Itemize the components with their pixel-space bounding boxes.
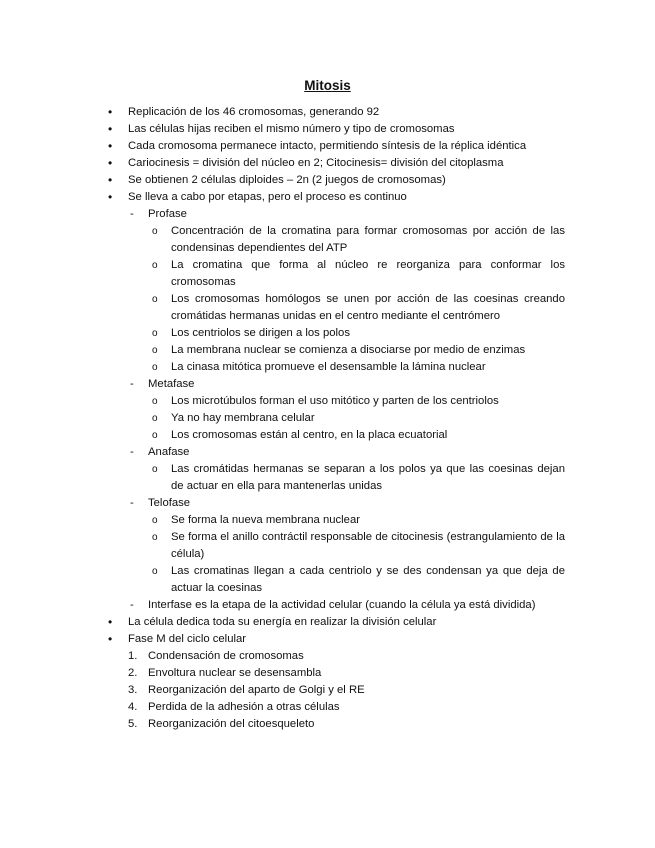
numbered-item xyxy=(0,665,565,682)
stage-item-text: Los cromosomas homólogos se unen por acción de las coesinas creando cromátidas hermanas unidas en el centro mediante el centrómero xyxy=(171,293,565,322)
stage-item xyxy=(0,393,565,410)
circle-marker: o xyxy=(152,464,158,475)
bullet-marker: • xyxy=(108,190,113,204)
stage-item-text: Los microtúbulos forman el uso mitótico y parten de los centriolos xyxy=(171,395,499,407)
stage-item-text: Los cromosomas están al centro, en la placa ecuatorial xyxy=(171,429,448,441)
stage-name: Profase xyxy=(148,208,187,220)
bullet-marker: • xyxy=(108,615,113,629)
circle-marker: o xyxy=(152,532,158,543)
numbered-item-text: Reorganización del citoesqueleto xyxy=(148,718,315,730)
stage-item xyxy=(0,427,565,444)
stage-name: Anafase xyxy=(148,446,190,458)
bullet-item xyxy=(0,104,565,121)
numbered-item-text: Reorganización del aparto de Golgi y el RE xyxy=(148,684,365,696)
stage-name: Telofase xyxy=(148,497,191,509)
item-number: 5. xyxy=(128,718,138,730)
bullet-item xyxy=(0,138,565,155)
item-number: 2. xyxy=(128,667,138,679)
bullet-item xyxy=(0,189,565,206)
stage-item-text: Concentración de la cromatina para formar cromosomas por acción de las condensinas dependientes del ATP xyxy=(171,225,565,254)
stage-item xyxy=(0,529,565,563)
stage-item-text: La cromatina que forma al núcleo re reorganiza para conformar los cromosomas xyxy=(171,259,565,288)
dash-marker: - xyxy=(130,497,134,509)
circle-marker: o xyxy=(152,294,158,305)
numbered-item xyxy=(0,716,565,733)
numbered-item-text: Perdida de la adhesión a otras células xyxy=(148,701,340,713)
bullet-item xyxy=(0,631,565,648)
bullet-marker: • xyxy=(108,139,113,153)
bullet-text: Fase M del ciclo celular xyxy=(128,633,247,645)
stage-item-text: Las cromatinas llegan a cada centriolo y se des condensan ya que deja de actuar la coesinas xyxy=(171,565,565,594)
circle-marker: o xyxy=(152,515,158,526)
numbered-item-text: Envoltura nuclear se desensambla xyxy=(148,667,322,679)
circle-marker: o xyxy=(152,362,158,373)
stage-item xyxy=(0,410,565,427)
circle-marker: o xyxy=(152,345,158,356)
bullet-text: Replicación de los 46 cromosomas, generando 92 xyxy=(128,106,380,118)
dash-marker: - xyxy=(130,599,134,611)
stage-item xyxy=(0,325,565,342)
stage-name: Metafase xyxy=(148,378,195,390)
bullet-item xyxy=(0,155,565,172)
stage-heading xyxy=(0,206,565,223)
stage-item xyxy=(0,342,565,359)
dash-marker: - xyxy=(130,208,134,220)
numbered-item-text: Condensación de cromosomas xyxy=(148,650,304,662)
dash-marker: - xyxy=(130,378,134,390)
stage-item-text: Las cromátidas hermanas se separan a los polos ya que las coesinas dejan de actuar en ella para mantenerlas unidas xyxy=(171,463,565,492)
item-number: 1. xyxy=(128,650,138,662)
stage-item xyxy=(0,359,565,376)
bullet-marker: • xyxy=(108,156,113,170)
bullet-marker: • xyxy=(108,122,113,136)
interfase-item xyxy=(0,597,565,614)
stage-heading xyxy=(0,444,565,461)
circle-marker: o xyxy=(152,413,158,424)
stage-item xyxy=(0,291,565,325)
bullet-marker: • xyxy=(108,105,113,119)
stage-heading xyxy=(0,376,565,393)
bullet-text: La célula dedica toda su energía en realizar la división celular xyxy=(128,616,437,628)
bullet-marker: • xyxy=(108,173,113,187)
stage-item xyxy=(0,257,565,291)
numbered-item xyxy=(0,648,565,665)
item-number: 4. xyxy=(128,701,138,713)
stage-item xyxy=(0,512,565,529)
bullet-marker: • xyxy=(108,632,113,646)
stage-item-text: Se forma el anillo contráctil responsable de citocinesis (estrangulamiento de la célula) xyxy=(171,531,565,560)
stage-item xyxy=(0,563,565,597)
bullet-text: Cariocinesis = división del núcleo en 2; Citocinesis= división del citoplasma xyxy=(128,157,504,169)
circle-marker: o xyxy=(152,260,158,271)
stage-item-text: La cinasa mitótica promueve el desensamble la lámina nuclear xyxy=(171,361,486,373)
circle-marker: o xyxy=(152,226,158,237)
stage-item-text: Ya no hay membrana celular xyxy=(171,412,315,424)
stage-item-text: La membrana nuclear se comienza a disociarse por medio de enzimas xyxy=(171,344,526,356)
stage-item-text: Se forma la nueva membrana nuclear xyxy=(171,514,361,526)
bullet-text: Las células hijas reciben el mismo número y tipo de cromosomas xyxy=(128,123,455,135)
numbered-item xyxy=(0,682,565,699)
bullet-text: Cada cromosoma permanece intacto, permitiendo síntesis de la réplica idéntica xyxy=(128,140,527,152)
stage-heading xyxy=(0,495,565,512)
bullet-text: Se lleva a cabo por etapas, pero el proceso es continuo xyxy=(128,191,407,203)
stage-item xyxy=(0,461,565,495)
circle-marker: o xyxy=(152,396,158,407)
bullet-item xyxy=(0,614,565,631)
document-body xyxy=(0,104,655,733)
document-title: Mitosis xyxy=(304,78,351,93)
item-number: 3. xyxy=(128,684,138,696)
dash-marker: - xyxy=(130,446,134,458)
circle-marker: o xyxy=(152,566,158,577)
stage-item xyxy=(0,223,565,257)
bullet-item xyxy=(0,121,565,138)
stage-item-text: Los centriolos se dirigen a los polos xyxy=(171,327,350,339)
interfase-text: Interfase es la etapa de la actividad celular (cuando la célula ya está dividida) xyxy=(148,599,536,611)
bullet-text: Se obtienen 2 células diploides – 2n (2 juegos de cromosomas) xyxy=(128,174,446,186)
circle-marker: o xyxy=(152,430,158,441)
circle-marker: o xyxy=(152,328,158,339)
numbered-item xyxy=(0,699,565,716)
bullet-item xyxy=(0,172,565,189)
